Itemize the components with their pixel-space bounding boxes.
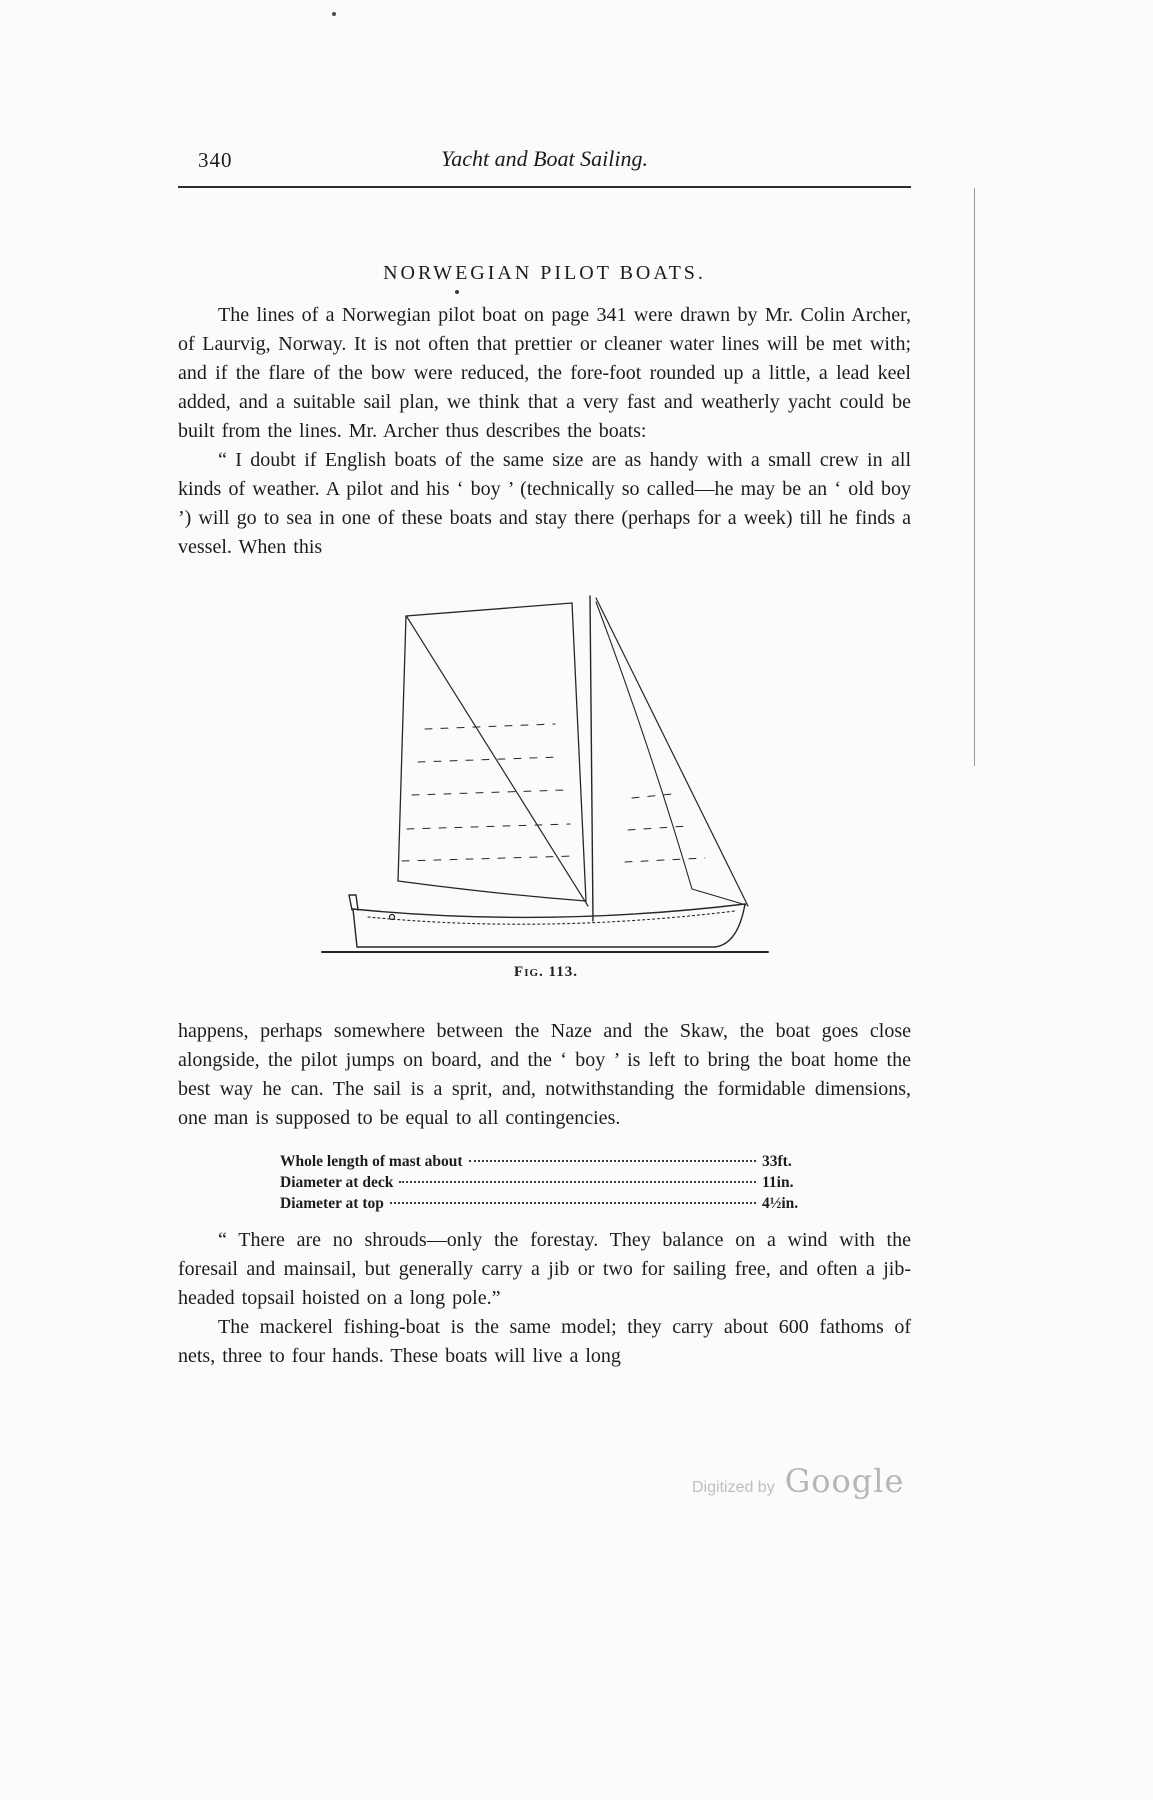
digitized-by-label: Digitized by bbox=[692, 1479, 775, 1496]
header-rule bbox=[178, 186, 911, 188]
page-number: 340 bbox=[198, 148, 233, 172]
table-row-label: Diameter at top bbox=[280, 1195, 384, 1212]
figure-113 bbox=[320, 586, 772, 981]
dotted-leader bbox=[469, 1160, 756, 1162]
digitization-watermark bbox=[692, 1462, 904, 1500]
table-row-value: 33ft. bbox=[762, 1153, 792, 1170]
google-logo: Google bbox=[784, 1462, 905, 1500]
paragraph: “ I doubt if English boats of the same size are as handy with a small crew in all kinds of weather. A pilot and his ‘ boy ’ (technically so called—he may be an ‘ old boy ’) will go to sea in one of these boats and stay there (perhaps for a week) till he finds a vessel. When this bbox=[178, 449, 911, 558]
table-row-value: 11in. bbox=[762, 1174, 794, 1191]
dotted-leader bbox=[390, 1202, 756, 1204]
mast-dimensions-table bbox=[280, 1151, 820, 1214]
pilot-boat-drawing bbox=[320, 586, 772, 958]
table-row bbox=[280, 1193, 820, 1214]
paragraph: “ There are no shrouds—only the forestay. They balance on a wind with the foresail and mainsail, but generally carry a jib or two for sailing free, and often a jib-headed topsail hoisted on a long pole.” bbox=[178, 1229, 911, 1309]
table-row-value: 4½in. bbox=[762, 1195, 799, 1212]
table-row-label: Diameter at deck bbox=[280, 1174, 394, 1191]
paragraph: The lines of a Norwegian pilot boat on page 341 were drawn by Mr. Colin Archer, of Laurvig, Norway. It is not often that prettier or cleaner water lines will be met with; and if the flare of the bow were reduced, the fore-foot rounded up a little, a lead keel added, and a suitable sail plan, we think that a very fast and weatherly yacht could be built from the lines. Mr. Archer thus describes the boats: bbox=[178, 304, 911, 442]
figure-caption: Fig. 113. bbox=[514, 964, 578, 980]
table-row-label: Whole length of mast about bbox=[280, 1153, 463, 1170]
page-edge-line bbox=[974, 188, 975, 766]
running-title: Yacht and Boat Sailing. bbox=[441, 146, 648, 171]
dotted-leader bbox=[399, 1181, 756, 1183]
table-row bbox=[280, 1172, 820, 1193]
book-page bbox=[178, 0, 911, 1371]
article-title: NORWEGIAN PILOT BOATS. bbox=[383, 262, 706, 284]
paragraph: happens, perhaps somewhere between the Naze and the Skaw, the boat goes close alongside, the pilot jumps on board, and the ‘ boy ’ is left to bring the boat home the best way he can. The sail is a sprit, and, notwithstanding the formidable dimensions, one man is supposed to be equal to all contingencies. bbox=[178, 1020, 911, 1129]
paragraph: The mackerel fishing-boat is the same model; they carry about 600 fathoms of nets, three to four hands. These boats will live a long bbox=[178, 1316, 911, 1367]
table-row bbox=[280, 1151, 820, 1172]
page-header bbox=[178, 146, 911, 178]
